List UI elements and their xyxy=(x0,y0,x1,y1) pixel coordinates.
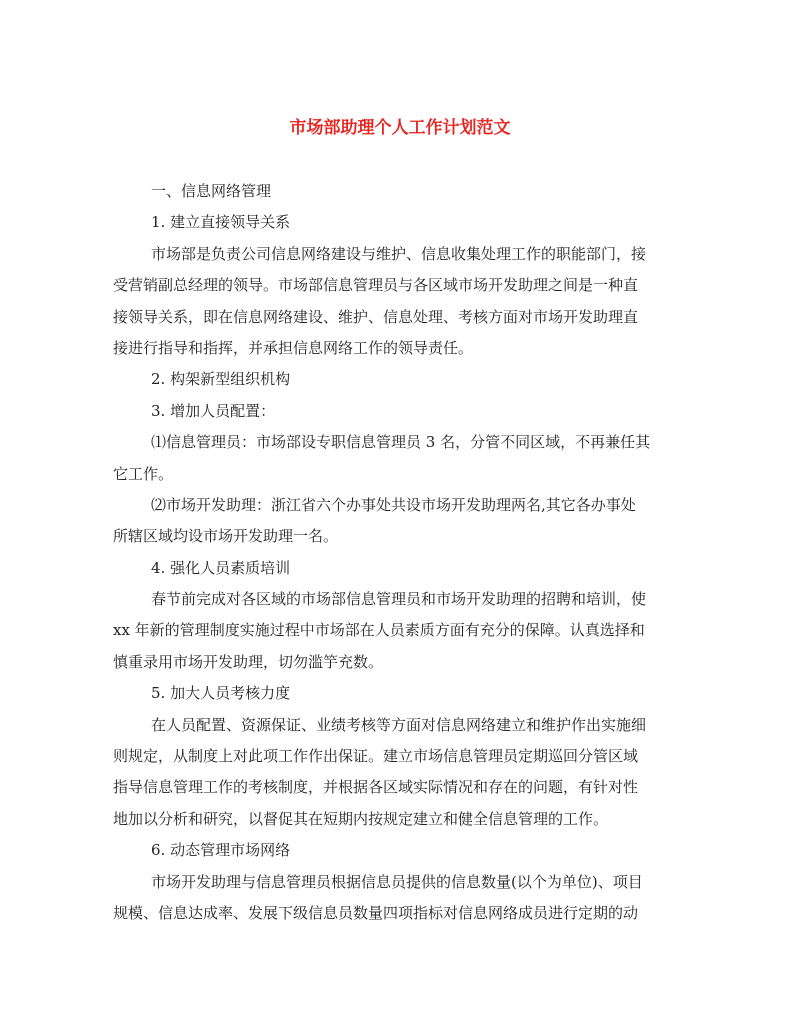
subheading-4: 4. 强化人员素质培训 xyxy=(151,558,291,577)
paragraph-line: 地加以分析和研究，以督促其在短期内按规定建立和健全信息管理的工作。 xyxy=(113,809,609,828)
paragraph-line: 规模、信息达成率、发展下级信息员数量四项指标对信息网络成员进行定期的动 xyxy=(113,903,639,922)
paragraph-line: 指导信息管理工作的考核制度，并根据各区域实际情况和存在的问题，有针对性 xyxy=(113,778,639,797)
paragraph-line: 所辖区域均设市场开发助理一名。 xyxy=(113,527,339,546)
subheading-1: 1. 建立直接领导关系 xyxy=(151,213,291,232)
paragraph-line: ⑴信息管理员：市场部设专职信息管理员 3 名，分管不同区域，不再兼任其 xyxy=(151,433,651,452)
paragraph-line: 接领导关系，即在信息网络建设、维护、信息处理、考核方面对市场开发助理直 xyxy=(113,307,639,326)
document-title: 市场部助理个人工作计划范文 xyxy=(289,118,511,138)
paragraph-line: 春节前完成对各区域的市场部信息管理员和市场开发助理的招聘和培训，使 xyxy=(151,590,647,609)
paragraph-line: 市场部是负责公司信息网络建设与维护、信息收集处理工作的职能部门，接 xyxy=(151,244,647,263)
paragraph-line: 受营销副总经理的领导。市场部信息管理员与各区域市场开发助理之间是一种直 xyxy=(113,276,639,295)
subheading-3: 3. 增加人员配置： xyxy=(151,401,276,420)
paragraph-line: 市场开发助理与信息管理员根据信息员提供的信息数量(以个为单位)、项目 xyxy=(151,872,643,891)
paragraph-line: 慎重录用市场开发助理，切勿滥竽充数。 xyxy=(113,652,384,671)
paragraph-line: xx 年新的管理制度实施过程中市场部在人员素质方面有充分的保障。认真选择和 xyxy=(113,621,645,640)
paragraph-line: 则规定，从制度上对此项工作作出保证。建立市场信息管理员定期巡回分管区域 xyxy=(113,747,639,766)
paragraph-line: 在人员配置、资源保证、业绩考核等方面对信息网络建立和维护作出实施细 xyxy=(151,715,647,734)
paragraph-line: ⑵市场开发助理：浙江省六个办事处共设市场开发助理两名,其它各办事处 xyxy=(151,495,636,514)
subheading-5: 5. 加大人员考核力度 xyxy=(151,684,291,703)
document-body xyxy=(113,176,659,929)
subheading-2: 2. 构架新型组织机构 xyxy=(151,370,291,389)
subheading-6: 6. 动态管理市场网络 xyxy=(151,841,291,860)
paragraph-line: 它工作。 xyxy=(113,464,174,483)
paragraph-line: 接进行指导和指挥，并承担信息网络工作的领导责任。 xyxy=(113,338,474,357)
section-heading: 一、信息网络管理 xyxy=(151,182,272,200)
